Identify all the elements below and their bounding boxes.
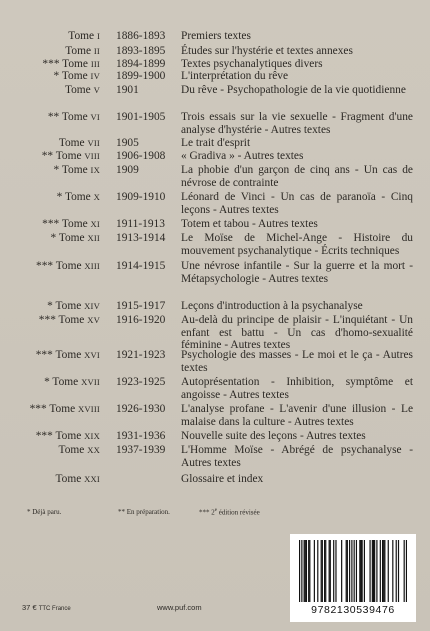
volume-title: « Gradiva » - Autres textes bbox=[181, 150, 304, 162]
barcode-bar bbox=[388, 540, 389, 602]
volume-title: Études sur l'hystérie et textes annexes bbox=[181, 45, 353, 57]
barcode-bar bbox=[380, 540, 381, 602]
volume-marker: *** bbox=[35, 430, 53, 442]
volume-number bbox=[0, 232, 100, 245]
barcode-bar bbox=[301, 540, 302, 602]
volume-roman: I bbox=[96, 31, 100, 41]
volume-number bbox=[0, 150, 100, 163]
volume-title: Une névrose infantile - Sur la guerre et la mort - Métapsychologie - Autres textes bbox=[181, 260, 413, 285]
volume-title: Leçons d'introduction à la psychanalyse bbox=[181, 300, 363, 312]
barcode-bar bbox=[306, 540, 307, 602]
volume-title: Du rêve - Psychopathologie de la vie quotidienne bbox=[181, 84, 406, 96]
barcode-bar bbox=[372, 540, 373, 602]
website-link[interactable]: www.puf.com bbox=[157, 603, 202, 612]
volume-title: Autoprésentation - Inhibition, symptôme et angoisse - Autres textes bbox=[181, 376, 413, 401]
volume-marker: * bbox=[44, 376, 50, 388]
volume-marker: *** bbox=[42, 218, 60, 230]
barcode-bar bbox=[333, 540, 334, 602]
barcode-bar bbox=[376, 540, 377, 602]
volume-years: 1901 bbox=[116, 84, 139, 96]
volume-marker: ** bbox=[47, 111, 60, 123]
volume-marker: *** bbox=[36, 260, 54, 272]
barcode-bar bbox=[349, 540, 350, 602]
volume-label: Tome bbox=[52, 376, 79, 388]
price-currency: € bbox=[32, 603, 37, 612]
barcode-bar bbox=[369, 540, 370, 602]
volume-title: L'Homme Moïse - Abrégé de psychanalyse - Autres textes bbox=[181, 444, 413, 469]
volume-marker: * bbox=[47, 300, 53, 312]
volume-number bbox=[0, 137, 100, 150]
volume-roman: XVI bbox=[84, 350, 100, 360]
volume-label: Tome bbox=[68, 30, 95, 42]
barcode-bar bbox=[317, 540, 318, 602]
volume-title: Au-delà du principe de plaisir - L'inquiétant - Un enfant est battu - Un cas d'homo-sexualité féminine - Autres textes bbox=[181, 314, 413, 352]
volume-marker: *** bbox=[35, 349, 53, 361]
volume-marker: ** bbox=[41, 150, 54, 162]
volume-years: 1909-1910 bbox=[116, 191, 166, 203]
volume-title: L'interprétation du rêve bbox=[181, 70, 289, 82]
barcode-bar bbox=[351, 540, 352, 602]
volume-number bbox=[0, 403, 100, 416]
volume-roman: VII bbox=[87, 138, 100, 148]
barcode-bar bbox=[335, 540, 336, 602]
volume-number bbox=[0, 70, 100, 83]
volume-number bbox=[0, 164, 100, 177]
volume-marker: *** bbox=[38, 314, 56, 326]
volume-roman: VIII bbox=[84, 151, 100, 161]
volume-title: Psychologie des masses - Le moi et le ça - Autres textes bbox=[181, 349, 413, 374]
volume-title: L'analyse profane - L'avenir d'une illusion - Le malaise dans la culture - Autres textes bbox=[181, 403, 413, 428]
volume-roman: V bbox=[93, 85, 100, 95]
volume-years: 1893-1895 bbox=[116, 45, 166, 57]
volume-label: Tome bbox=[64, 84, 91, 96]
barcode-bar bbox=[364, 540, 365, 602]
barcode-bar bbox=[305, 540, 306, 602]
volume-number bbox=[0, 84, 100, 97]
barcode-bar bbox=[404, 540, 405, 602]
volume-years: 1899-1900 bbox=[116, 70, 166, 82]
volume-title: La phobie d'un garçon de cinq ans - Un cas de névrose de contrainte bbox=[181, 164, 413, 189]
volume-marker: *** bbox=[29, 403, 47, 415]
volume-years: 1886-1893 bbox=[116, 30, 166, 42]
volume-label: Tome bbox=[61, 164, 88, 176]
volume-years: 1921-1923 bbox=[116, 349, 166, 361]
volume-marker: * bbox=[53, 164, 60, 176]
volume-number bbox=[0, 111, 100, 124]
barcode-bars bbox=[299, 540, 407, 602]
volume-title: Totem et tabou - Autres textes bbox=[181, 218, 318, 230]
volume-years: 1905 bbox=[116, 137, 139, 149]
legend-preparation: ** En préparation. bbox=[118, 508, 170, 516]
volume-roman: X bbox=[93, 192, 100, 202]
barcode-bar bbox=[346, 540, 347, 602]
barcode-bar bbox=[308, 540, 309, 602]
volume-label: Tome bbox=[55, 430, 82, 442]
volume-roman: XIII bbox=[84, 261, 100, 271]
barcode-bar bbox=[396, 540, 397, 602]
barcode-bar bbox=[321, 540, 322, 602]
barcode-bar bbox=[392, 540, 393, 602]
volume-label: Tome bbox=[55, 150, 82, 162]
barcode-bar bbox=[299, 540, 300, 602]
barcode-bar bbox=[398, 540, 399, 602]
volume-roman: XIX bbox=[84, 431, 100, 441]
volume-number bbox=[0, 58, 100, 71]
barcode-bar bbox=[330, 540, 331, 602]
volume-years: 1914-1915 bbox=[116, 260, 166, 272]
price bbox=[22, 603, 71, 612]
volume-label: Tome bbox=[49, 403, 76, 415]
barcode bbox=[290, 534, 416, 622]
volume-roman: XVIII bbox=[78, 404, 100, 414]
volume-roman: VI bbox=[90, 112, 100, 122]
volume-number bbox=[0, 191, 100, 204]
barcode-bar bbox=[322, 540, 323, 602]
barcode-bar bbox=[360, 540, 361, 602]
volume-marker: * bbox=[53, 70, 60, 82]
volume-years: 1926-1930 bbox=[116, 403, 166, 415]
volume-number bbox=[0, 260, 100, 273]
volume-label: Tome bbox=[61, 111, 88, 123]
volume-years: 1901-1905 bbox=[116, 111, 166, 123]
volume-label: Tome bbox=[55, 349, 82, 361]
volume-years: 1931-1936 bbox=[116, 430, 166, 442]
volume-label: Tome bbox=[55, 300, 82, 312]
barcode-bar bbox=[373, 540, 374, 602]
volume-years: 1915-1917 bbox=[116, 300, 166, 312]
barcode-bar bbox=[354, 540, 355, 602]
volume-years: 1909 bbox=[116, 164, 139, 176]
volume-roman: IV bbox=[90, 71, 100, 81]
volume-title: Nouvelle suite des leçons - Autres textes bbox=[181, 430, 366, 442]
volume-title: Le Moïse de Michel-Ange - Histoire du mouvement psychanalytique - Écrits techniques bbox=[181, 232, 413, 257]
barcode-bar bbox=[347, 540, 348, 602]
volume-label: Tome bbox=[62, 58, 88, 70]
volume-number bbox=[0, 314, 100, 327]
volume-title: Textes psychanalytiques divers bbox=[181, 58, 323, 70]
volume-number bbox=[0, 218, 100, 231]
volume-roman: III bbox=[90, 59, 100, 69]
volume-roman: XIV bbox=[84, 301, 100, 311]
volume-label: Tome bbox=[61, 218, 88, 230]
volume-number bbox=[0, 473, 100, 486]
volume-number bbox=[0, 300, 100, 313]
volume-marker: *** bbox=[42, 58, 60, 70]
volume-label: Tome bbox=[65, 45, 92, 57]
barcode-bar bbox=[406, 540, 407, 602]
legend-revised-marker: *** bbox=[199, 508, 210, 517]
volume-marker: * bbox=[50, 232, 57, 244]
barcode-bar bbox=[356, 540, 357, 602]
volume-label: Tome bbox=[58, 314, 85, 326]
legend-published: * Déjà paru. bbox=[27, 508, 62, 516]
volume-marker: * bbox=[56, 191, 63, 203]
barcode-bar bbox=[325, 540, 326, 602]
volume-years: 1894-1899 bbox=[116, 58, 166, 70]
volume-roman: IX bbox=[90, 165, 100, 175]
volume-label: Tome bbox=[58, 444, 85, 456]
barcode-bar bbox=[304, 540, 305, 602]
legend-revised bbox=[199, 508, 260, 516]
volume-roman: XII bbox=[87, 233, 100, 243]
volume-number bbox=[0, 376, 100, 389]
volume-title: Premiers textes bbox=[181, 30, 251, 42]
price-suffix: TTC France bbox=[38, 606, 71, 612]
volume-years: 1906-1908 bbox=[116, 150, 166, 162]
volume-number bbox=[0, 444, 100, 457]
volume-years: 1913-1914 bbox=[116, 232, 166, 244]
barcode-bar bbox=[341, 540, 342, 602]
volume-roman: XVII bbox=[81, 377, 100, 387]
volume-years: 1937-1939 bbox=[116, 444, 166, 456]
volume-years: 1911-1913 bbox=[116, 218, 165, 230]
volume-years: 1916-1920 bbox=[116, 314, 166, 326]
legend-revised-text: édition révisée bbox=[218, 508, 260, 517]
volume-title: Léonard de Vinci - Un cas de paranoïa - Cinq leçons - Autres textes bbox=[181, 191, 413, 216]
barcode-bar bbox=[314, 540, 315, 602]
barcode-bar bbox=[324, 540, 325, 602]
volume-title: Le trait d'esprit bbox=[181, 137, 251, 149]
volume-roman: XI bbox=[90, 219, 100, 229]
barcode-number: 9782130539476 bbox=[311, 604, 395, 616]
barcode-bar bbox=[384, 540, 385, 602]
barcode-bar bbox=[374, 540, 375, 602]
volume-number bbox=[0, 349, 100, 362]
barcode-bar bbox=[309, 540, 310, 602]
volume-label: Tome bbox=[55, 473, 82, 485]
legend-revised-ordinal: 2 bbox=[211, 508, 215, 517]
barcode-bar bbox=[329, 540, 330, 602]
volume-roman: II bbox=[93, 46, 100, 56]
volume-years: 1923-1925 bbox=[116, 376, 166, 388]
volume-title: Glossaire et index bbox=[181, 473, 264, 485]
volume-label: Tome bbox=[64, 191, 91, 203]
volume-roman: XX bbox=[87, 445, 100, 455]
volume-label: Tome bbox=[58, 232, 85, 244]
barcode-bar bbox=[382, 540, 383, 602]
barcode-bar bbox=[383, 540, 384, 602]
volume-title: Trois essais sur la vie sexuelle - Fragment d'une analyse d'hystérie - Autres textes bbox=[181, 111, 413, 136]
volume-number bbox=[0, 430, 100, 443]
legend-revised-sup: e bbox=[214, 508, 217, 513]
volume-label: Tome bbox=[55, 260, 82, 272]
volume-number bbox=[0, 45, 100, 58]
barcode-bar bbox=[359, 540, 360, 602]
volume-roman: XV bbox=[87, 315, 100, 325]
barcode-bar bbox=[362, 540, 363, 602]
volume-roman: XXI bbox=[84, 474, 100, 484]
price-value: 37 bbox=[22, 603, 31, 612]
volume-label: Tome bbox=[61, 70, 88, 82]
volume-number bbox=[0, 30, 100, 43]
volume-label: Tome bbox=[58, 137, 85, 149]
